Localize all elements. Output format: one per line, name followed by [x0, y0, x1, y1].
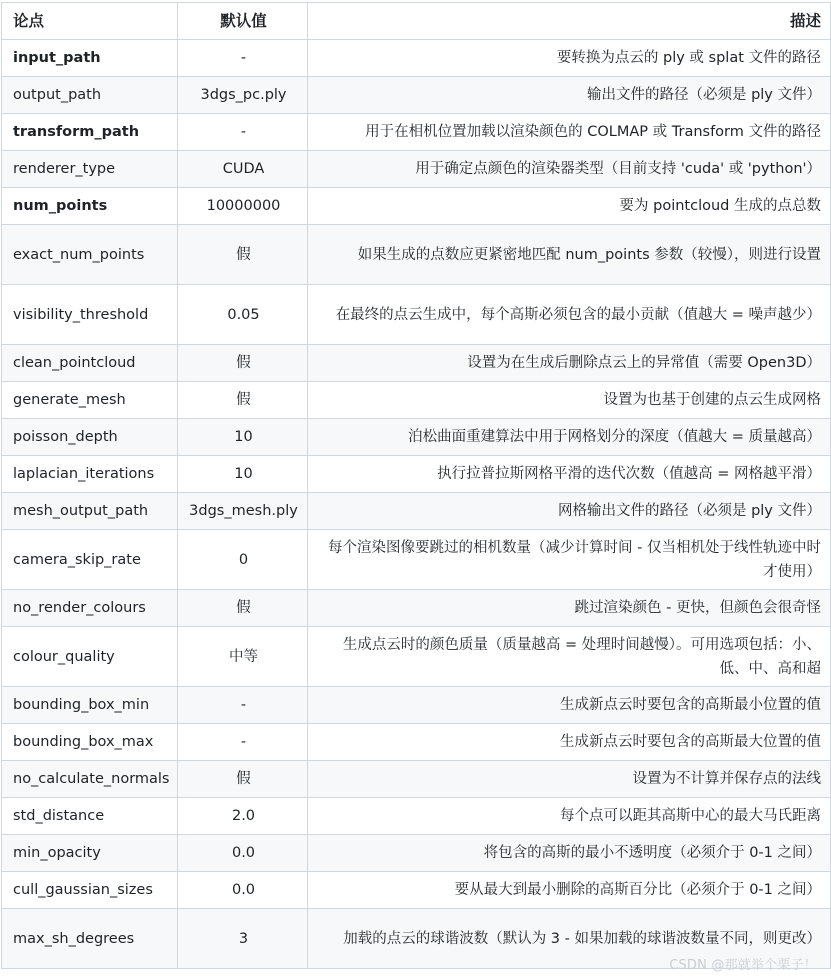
param-default: 10	[178, 456, 308, 493]
param-default: 3dgs_pc.ply	[178, 77, 308, 114]
param-default: CUDA	[178, 151, 308, 188]
table-row	[2, 909, 831, 969]
param-name: cull_gaussian_sizes	[2, 872, 178, 909]
table-row	[2, 419, 831, 456]
param-name: output_path	[2, 77, 178, 114]
param-description: 每个渲染图像要跳过的相机数量（减少计算时间 - 仅当相机处于线性轨迹中时才使用）	[308, 530, 831, 590]
param-description: 执行拉普拉斯网格平滑的迭代次数（值越高 = 网格越平滑）	[308, 456, 831, 493]
param-default: -	[178, 114, 308, 151]
param-default: 假	[178, 225, 308, 285]
param-default: 0	[178, 530, 308, 590]
param-name: no_render_colours	[2, 590, 178, 627]
param-default: 假	[178, 345, 308, 382]
param-default: 0.0	[178, 872, 308, 909]
param-name: renderer_type	[2, 151, 178, 188]
param-name: num_points	[2, 188, 178, 225]
table-row	[2, 872, 831, 909]
param-default: 3	[178, 909, 308, 969]
param-description: 跳过渲染颜色 - 更快，但颜色会很奇怪	[308, 590, 831, 627]
header-param: 论点	[2, 3, 178, 40]
param-description: 将包含的高斯的最小不透明度（必须介于 0-1 之间）	[308, 835, 831, 872]
param-description: 加载的点云的球谐波数（默认为 3 - 如果加载的球谐波数量不同，则更改）	[308, 909, 831, 969]
table-row	[2, 114, 831, 151]
param-description: 设置为在生成后删除点云上的异常值（需要 Open3D）	[308, 345, 831, 382]
param-default: 3dgs_mesh.ply	[178, 493, 308, 530]
param-default: 假	[178, 382, 308, 419]
param-name: visibility_threshold	[2, 285, 178, 345]
param-description: 生成新点云时要包含的高斯最大位置的值	[308, 724, 831, 761]
param-default: 10000000	[178, 188, 308, 225]
table-row	[2, 835, 831, 872]
param-name: laplacian_iterations	[2, 456, 178, 493]
table-row	[2, 285, 831, 345]
param-name: generate_mesh	[2, 382, 178, 419]
table-body	[2, 40, 831, 969]
param-default: 假	[178, 590, 308, 627]
param-name: min_opacity	[2, 835, 178, 872]
param-name: max_sh_degrees	[2, 909, 178, 969]
table-row	[2, 493, 831, 530]
param-default: -	[178, 40, 308, 77]
param-name: bounding_box_min	[2, 687, 178, 724]
table-row	[2, 77, 831, 114]
param-description: 要转换为点云的 ply 或 splat 文件的路径	[308, 40, 831, 77]
param-name: bounding_box_max	[2, 724, 178, 761]
table-row	[2, 40, 831, 77]
param-description: 用于在相机位置加载以渲染颜色的 COLMAP 或 Transform 文件的路径	[308, 114, 831, 151]
param-name: input_path	[2, 40, 178, 77]
header-row	[2, 3, 831, 40]
param-name: clean_pointcloud	[2, 345, 178, 382]
param-description: 网格输出文件的路径（必须是 ply 文件）	[308, 493, 831, 530]
table-row	[2, 590, 831, 627]
param-description: 设置为也基于创建的点云生成网格	[308, 382, 831, 419]
table-row	[2, 151, 831, 188]
param-default: 2.0	[178, 798, 308, 835]
header-description: 描述	[308, 3, 831, 40]
param-default: 0.05	[178, 285, 308, 345]
param-name: mesh_output_path	[2, 493, 178, 530]
parameters-table	[1, 2, 831, 969]
table-row	[2, 530, 831, 590]
param-default: 假	[178, 761, 308, 798]
param-description: 泊松曲面重建算法中用于网格划分的深度（值越大 = 质量越高）	[308, 419, 831, 456]
param-description: 生成新点云时要包含的高斯最小位置的值	[308, 687, 831, 724]
param-name: std_distance	[2, 798, 178, 835]
param-name: poisson_depth	[2, 419, 178, 456]
param-default: -	[178, 687, 308, 724]
param-description: 生成点云时的颜色质量（质量越高 = 处理时间越慢）。可用选项包括：小、低、中、高和超	[308, 627, 831, 687]
param-name: exact_num_points	[2, 225, 178, 285]
param-default: -	[178, 724, 308, 761]
param-description: 用于确定点颜色的渲染器类型（目前支持 'cuda' 或 'python'）	[308, 151, 831, 188]
param-description: 每个点可以距其高斯中心的最大马氏距离	[308, 798, 831, 835]
table-row	[2, 627, 831, 687]
header-default: 默认值	[178, 3, 308, 40]
table-row	[2, 345, 831, 382]
table-row	[2, 724, 831, 761]
table-row	[2, 225, 831, 285]
csdn-watermark: CSDN @那就举个栗子！	[669, 958, 817, 973]
param-description: 在最终的点云生成中，每个高斯必须包含的最小贡献（值越大 = 噪声越少）	[308, 285, 831, 345]
param-name: transform_path	[2, 114, 178, 151]
table-row	[2, 761, 831, 798]
param-name: no_calculate_normals	[2, 761, 178, 798]
param-default: 0.0	[178, 835, 308, 872]
table-row	[2, 798, 831, 835]
param-description: 输出文件的路径（必须是 ply 文件）	[308, 77, 831, 114]
param-default: 中等	[178, 627, 308, 687]
param-default: 10	[178, 419, 308, 456]
table-row	[2, 188, 831, 225]
param-description: 如果生成的点数应更紧密地匹配 num_points 参数（较慢），则进行设置	[308, 225, 831, 285]
table-row	[2, 687, 831, 724]
param-name: camera_skip_rate	[2, 530, 178, 590]
param-description: 要从最大到最小删除的高斯百分比（必须介于 0-1 之间）	[308, 872, 831, 909]
param-description: 要为 pointcloud 生成的点总数	[308, 188, 831, 225]
param-description: 设置为不计算并保存点的法线	[308, 761, 831, 798]
table-header	[2, 3, 831, 40]
table-row	[2, 382, 831, 419]
table-row	[2, 456, 831, 493]
param-name: colour_quality	[2, 627, 178, 687]
